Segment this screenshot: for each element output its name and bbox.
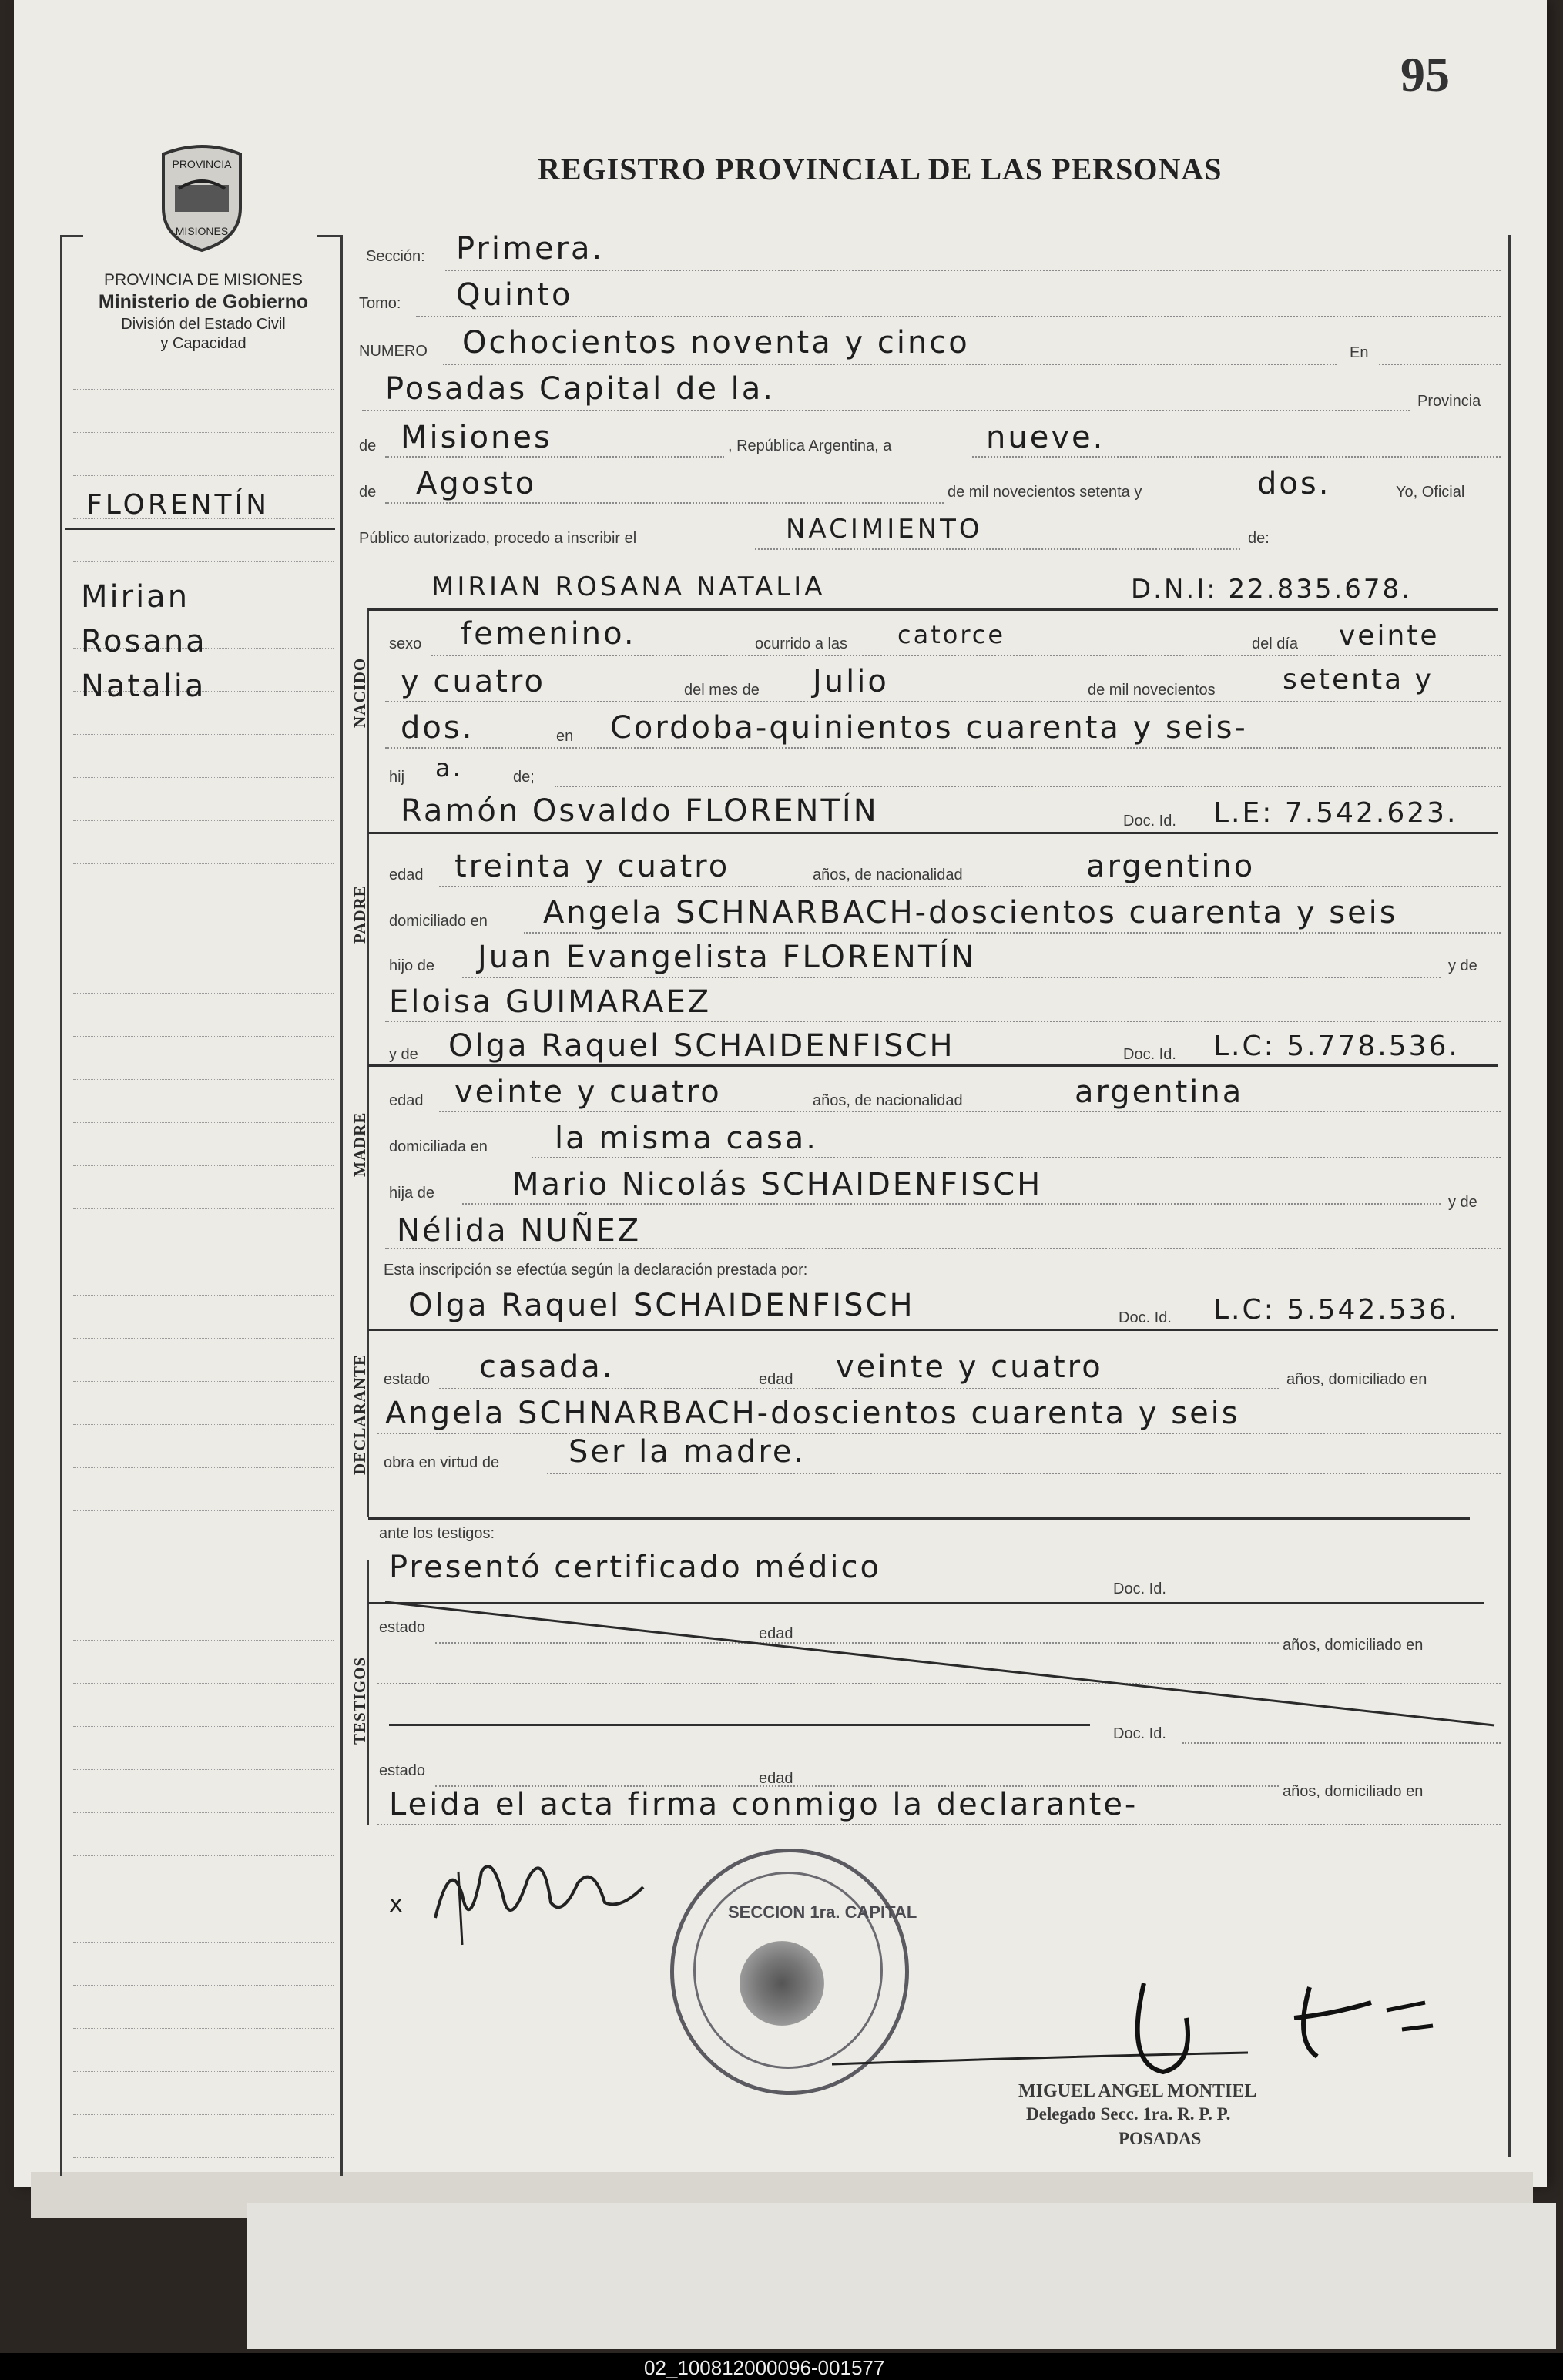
label-estado-decl: estado [384,1371,431,1388]
label-de-mil: de mil novecientos setenta y [948,484,1142,501]
entry-dia-nac-1: veinte [1339,620,1440,652]
line-madre-hija [462,1203,1441,1205]
label-edad-madre: edad [389,1092,424,1109]
entry-dia: nueve. [986,420,1105,455]
margin-rule-line [73,1769,334,1770]
stamp-text: SECCION 1ra. CAPITAL [728,1902,917,1922]
left-top-tick-2 [317,235,340,237]
line-provincia [385,456,724,458]
margin-rule-line [73,1208,334,1209]
margin-rule-line [73,1036,334,1037]
official-place: POSADAS [1119,2129,1202,2148]
label-republica: , República Argentina, a [728,437,892,454]
official-role: Delegado Secc. 1ra. R. P. P. [1026,2104,1231,2124]
entry-dni-nacido: D.N.I: 22.835.678. [1131,574,1412,605]
line-nombre-nacido [368,608,1498,611]
line-lugar-nac [385,747,1501,749]
margin-rule-line [73,1855,334,1856]
label-nacido: NACIDO [351,657,369,728]
label-obra: obra en virtud de [384,1454,500,1471]
label-edad-decl: edad [759,1371,793,1388]
label-de-hij: de; [513,769,535,786]
label-doc-madre: Doc. Id. [1123,1046,1176,1063]
entry-padre-nac: argentino [1086,849,1256,884]
margin-rule-line [73,561,334,562]
margin-rule-line [73,432,334,433]
line-padre-hijo [462,977,1441,978]
entry-madre-doc: L.C: 5.778.536. [1213,1031,1460,1062]
label-dom-madre: domiciliada en [389,1138,488,1155]
label-ante-testigos: ante los testigos: [379,1525,495,1542]
entry-provincia: Misiones [401,420,552,455]
ministry-header [73,271,334,353]
page-number: 95 [1400,47,1450,102]
entry-lugar: Posadas Capital de la. [385,371,775,407]
entry-mes-nac: Julio [813,664,889,699]
left-top-tick [60,235,83,237]
margin-rule-line [73,1338,334,1339]
province-name: PROVINCIA DE MISIONES [104,271,303,289]
entry-tomo: Quinto [456,277,573,313]
label-dom-testigo2: años, domiciliado en [1283,1783,1424,1800]
signature-x: x [389,1891,405,1918]
entry-lugar-nac: Cordoba-quinientos cuarenta y seis- [610,710,1248,746]
stamp-emblem-icon [740,1941,824,2026]
line-decl-nombre [368,1329,1498,1331]
line-hij [555,786,1501,787]
margin-rule-line [73,1122,334,1123]
declarant-signature [428,1849,659,1949]
entry-hora: catorce [897,620,1006,649]
province-seal-icon [148,139,256,254]
entry-decl-obra: Ser la madre. [569,1434,807,1470]
margin-rule-line [73,1467,334,1468]
margin-rule-line [73,1683,334,1684]
entry-padre-edad: treinta y cuatro [454,849,730,884]
line-seccion [445,270,1501,271]
entry-decl-dom: Angela SCHNARBACH-doscientos cuarenta y seis [385,1396,1240,1431]
column-divider [340,235,343,2176]
margin-surname-line [65,528,335,530]
entry-madre-nombre: Olga Raquel SCHAIDENFISCH [448,1028,955,1064]
line-dia-nac [385,701,1501,702]
line-decl-estado [439,1388,1279,1389]
label-nac-madre: años, de nacionalidad [813,1092,963,1109]
underlying-page-lower [247,2203,1556,2349]
label-edad-padre: edad [389,867,424,883]
right-margin-border [1508,235,1511,2157]
margin-rule-line [73,1295,334,1296]
footer-id: 02_100812000096-001577 [644,2356,885,2379]
line-padre-madre [385,1021,1501,1022]
margin-rule-line [73,475,334,476]
entry-padre-madre: Eloisa GUIMARAEZ [389,984,712,1020]
label-hijo-de: hijo de [389,957,434,974]
line-decl-end [368,1517,1470,1520]
cancel-diagonal [370,1587,1502,1733]
line-madre-nombre [368,1064,1498,1067]
entry-decl-estado: casada. [479,1349,615,1385]
margin-rule-line [73,820,334,821]
line-padre-dom [524,932,1501,934]
entry-testigo-nota: Presentó certificado médico [389,1550,881,1585]
label-de-mil-nac: de mil novecientos [1088,682,1216,699]
label-de-mes: de [359,484,377,501]
label-testigos: TESTIGOS [351,1656,369,1745]
label-doc-testigo2: Doc. Id. [1113,1725,1166,1742]
label-ocurrido: ocurrido a las [755,635,848,652]
label-dom-decl: años, domiciliado en [1286,1371,1427,1388]
entry-madre-nac: argentina [1075,1074,1244,1110]
entry-madre-madre: Nélida NUÑEZ [397,1213,642,1249]
line-doc-testigo2 [1182,1742,1501,1744]
entry-padre-dom: Angela SCHNARBACH-doscientos cuarenta y seis [543,895,1398,930]
label-de-prov: de [359,437,377,454]
line-cierre [377,1824,1501,1825]
label-hija-de: hija de [389,1185,434,1202]
entry-seccion: Primera. [456,231,605,266]
margin-rule-line [73,2114,334,2115]
line-mes [385,502,944,504]
line-padre-edad [439,886,1501,887]
division-line1: División del Estado Civil [121,316,286,333]
margin-rule-line [73,2071,334,2072]
label-hij: hij [389,769,405,786]
label-doc-decl: Doc. Id. [1119,1309,1172,1326]
entry-numero: Ochocientos noventa y cinco [462,325,970,360]
entry-anio: dos. [1257,466,1331,501]
label-esta-inscripcion: Esta inscripción se efectúa según la declaración prestada por: [384,1262,808,1279]
entry-decl-nombre: Olga Raquel SCHAIDENFISCH [408,1288,915,1323]
line-lugar [362,410,1410,411]
entry-cierre: Leida el acta firma conmigo la declarante- [389,1787,1139,1822]
line-padre-nombre [368,832,1498,834]
margin-rule-line [73,993,334,994]
label-en: En [1350,344,1369,361]
label-madre: MADRE [351,1111,369,1177]
margin-surname: FLORENTÍN [86,489,270,521]
margin-rule-line [73,1985,334,1986]
label-tomo: Tomo: [359,295,401,312]
label-doc-padre: Doc. Id. [1123,813,1176,830]
entry-nombre-nacido: MIRIAN ROSANA NATALIA [431,572,826,602]
margin-name-1: Mirian [81,579,190,615]
label-de-acto: de: [1248,530,1270,547]
margin-rule-line [73,1381,334,1382]
division-line2: y Capacidad [160,335,247,352]
entry-madre-edad: veinte y cuatro [454,1074,722,1110]
label-y-de-madre2: y de [1448,1194,1477,1211]
margin-rule-line [73,1424,334,1425]
entry-madre-hija-de: Mario Nicolás SCHAIDENFISCH [512,1167,1043,1202]
label-publico: Público autorizado, procedo a inscribir el [359,530,637,547]
line-tomo [416,316,1501,317]
label-numero: NUMERO [359,343,428,360]
entry-sexo: femenino. [461,616,636,652]
margin-name-3: Natalia [81,669,206,704]
line-numero [443,364,1337,365]
line-en [1379,364,1501,365]
line-madre-dom [532,1157,1501,1158]
entry-decl-doc: L.C: 5.542.536. [1213,1294,1460,1326]
entry-padre-doc: L.E: 7.542.623. [1213,797,1458,829]
label-nac-padre: años, de nacionalidad [813,867,963,883]
margin-rule-line [73,777,334,778]
register-title: REGISTRO PROVINCIAL DE LAS PERSONAS [538,152,1223,186]
entry-madre-dom: la misma casa. [555,1121,819,1156]
margin-rule-line [73,1079,334,1080]
seal-top-text: PROVINCIA [172,158,232,170]
label-edad-testigo1: edad [759,1625,793,1642]
left-margin-border [60,235,62,2176]
label-sexo: sexo [389,635,422,652]
label-en-nac: en [556,728,574,745]
margin-name-2: Rosana [81,624,207,659]
seal-bottom-text: MISIONES [175,225,229,237]
margin-rule-line [73,1942,334,1943]
entry-anio-nac-1: setenta y [1283,664,1434,696]
footer-bar [0,2353,1563,2380]
label-y-de-madre: y de [389,1046,418,1063]
margin-rule-line [73,734,334,735]
margin-rule-line [73,1812,334,1813]
entry-decl-edad: veinte y cuatro [836,1349,1103,1385]
line-acto [755,548,1240,550]
margin-rule-line [73,1165,334,1166]
label-dom-testigo1: años, domiciliado en [1283,1637,1424,1654]
margin-rule-line [73,2028,334,2029]
label-estado-testigo1: estado [379,1619,426,1636]
label-yo-oficial: Yo, Oficial [1396,484,1465,501]
margin-rule-line [73,863,334,864]
line-obra [547,1473,1501,1474]
margin-rule-line [73,2157,334,2158]
label-estado-testigo2: estado [379,1762,426,1779]
line-dia [972,456,1501,458]
entry-padre-nombre: Ramón Osvaldo FLORENTÍN [401,793,879,829]
label-seccion: Sección: [366,248,425,265]
line-decl-dom [377,1433,1501,1434]
official-name: MIGUEL ANGEL MONTIEL [1018,2081,1257,2101]
label-del-mes: del mes de [684,682,760,699]
label-padre: PADRE [351,885,369,944]
margin-rule-line [73,1510,334,1511]
label-del-dia: del día [1252,635,1299,652]
entry-dia-nac-2: y cuatro [401,664,545,699]
label-doc-testigo1: Doc. Id. [1113,1581,1166,1597]
ministry-name: Ministerio de Gobierno [98,291,309,313]
entry-mes: Agosto [416,466,537,501]
entry-hij-suffix: a. [435,753,463,783]
label-provincia: Provincia [1417,393,1481,410]
label-declarante: DECLARANTE [351,1353,369,1475]
label-dom-padre: domiciliado en [389,913,488,930]
line-sexo [431,655,1501,656]
margin-rule-line [73,389,334,390]
label-y-de-padre: y de [1448,957,1477,974]
label-edad-testigo2: edad [759,1770,793,1787]
margin-rule-line [73,1640,334,1641]
entry-padre-hijo-de: Juan Evangelista FLORENTÍN [478,940,977,975]
entry-anio-nac-2: dos. [401,710,475,746]
entry-acto: NACIMIENTO [786,514,983,545]
margin-rule-line [73,1726,334,1727]
line-madre-madre [385,1248,1501,1249]
line-madre-edad [439,1111,1501,1112]
